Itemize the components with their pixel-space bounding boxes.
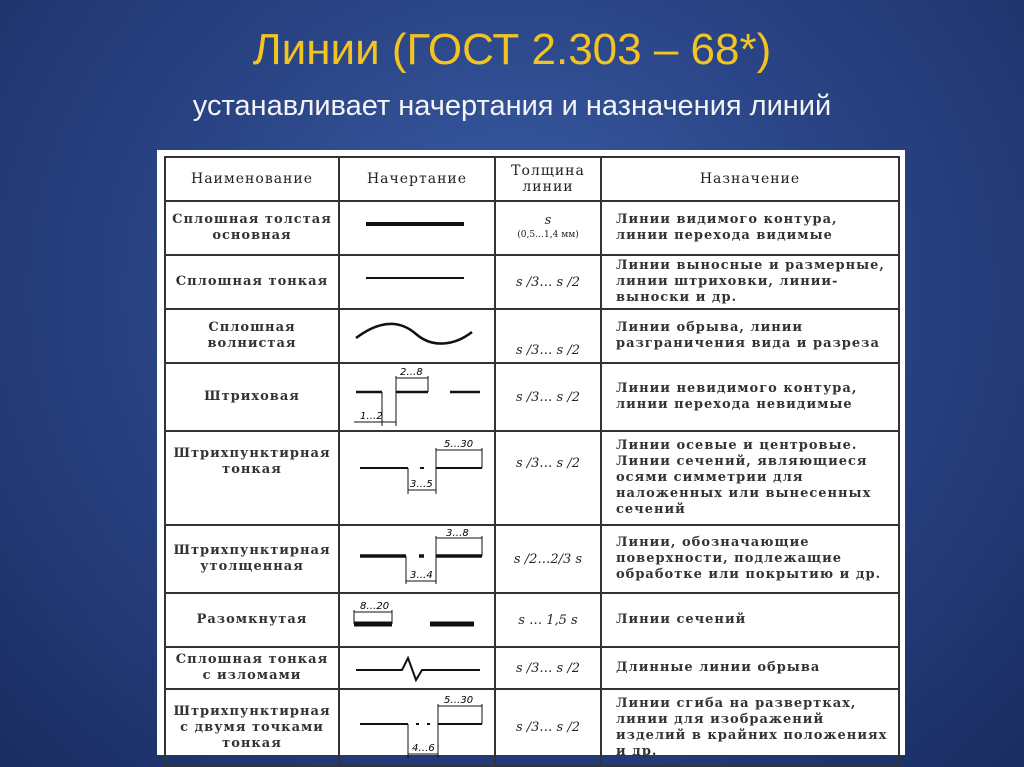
row-thickness: s /3… s /2: [495, 647, 601, 689]
header-purpose: Назначение: [601, 157, 899, 201]
row-thickness: s /3… s /2: [495, 309, 601, 363]
dim-top-label: 2…8: [400, 367, 423, 378]
dash-dot-thin-line-icon: [339, 431, 495, 525]
table-row: [165, 201, 899, 255]
row-purpose: Линии, обозначающие поверхности, подлежащие обработке или покрытию и др.: [601, 525, 899, 593]
header-thickness: Толщина линии: [495, 157, 601, 201]
row-name: Штрихпунктирная тонкая: [165, 431, 339, 525]
table-row: [165, 525, 899, 593]
dash-dot-thick-line-icon: [339, 525, 495, 593]
open-line-icon: [339, 593, 495, 647]
row-purpose: Линии сгиба на развертках, линии для изображений изделий в крайних положениях и др.: [601, 689, 899, 766]
row-name: Разомкнутая: [165, 593, 339, 647]
row-purpose: Линии невидимого контура, линии перехода невидимые: [601, 363, 899, 431]
table-row: [165, 255, 899, 309]
row-purpose: Линии обрыва, линии разграничения вида и разреза: [601, 309, 899, 363]
thickness-value: s: [544, 213, 552, 228]
dim-bottom-label: 4…6: [412, 743, 435, 754]
dashed-line-icon: [339, 363, 495, 431]
lines-table: [164, 156, 900, 767]
dash-double-dot-line-icon: [339, 689, 495, 766]
row-name: Сплошная тонкая с изломами: [165, 647, 339, 689]
row-thickness: s /3… s /2: [495, 689, 601, 766]
table-row: [165, 647, 899, 689]
row-name: Штриховая: [165, 363, 339, 431]
dim-top-label: 5…30: [444, 695, 474, 706]
row-thickness: s /3… s /2: [495, 431, 601, 525]
row-name: Сплошная тонкая: [165, 255, 339, 309]
slide-subtitle: устанавливает начертания и назначения линий: [192, 90, 832, 122]
row-thickness: s /3… s /2: [495, 255, 601, 309]
row-name: Сплошная волнистая: [165, 309, 339, 363]
row-purpose: Линии осевые и центровые. Линии сечений, являющиеся осями симметрии для наложенных или вынесенных сечений: [601, 431, 899, 525]
row-purpose: Линии выносные и размерные, линии штриховки, линии-выноски и др.: [601, 255, 899, 309]
row-purpose: Длинные линии обрыва: [601, 647, 899, 689]
row-thickness: [495, 201, 601, 255]
header-drawing: Начертание: [339, 157, 495, 201]
row-thickness: s … 1,5 s: [495, 593, 601, 647]
dim-top-label: 3…8: [446, 528, 469, 539]
dim-top-label: 5…30: [444, 439, 474, 450]
solid-thin-line-icon: [339, 255, 495, 309]
table-row: [165, 363, 899, 431]
table-row: [165, 431, 899, 525]
dim-bottom-label: 3…5: [410, 479, 433, 490]
row-purpose: Линии видимого контура, линии перехода видимые: [601, 201, 899, 255]
table-row: [165, 593, 899, 647]
row-thickness: s /2…2/3 s: [495, 525, 601, 593]
table-row: [165, 309, 899, 363]
row-thickness: s /3… s /2: [495, 363, 601, 431]
table-row: [165, 689, 899, 766]
dim-top-label: 8…20: [360, 601, 390, 612]
row-purpose: Линии сечений: [601, 593, 899, 647]
thickness-note: (0,5…1,4 мм): [517, 230, 579, 240]
wavy-line-icon: [339, 309, 495, 363]
table-header-row: [165, 157, 899, 201]
solid-thick-line-icon: [339, 201, 495, 255]
row-name: Штрихпунктирная утолщенная: [165, 525, 339, 593]
dim-bottom-label: 1…2: [360, 411, 383, 422]
lines-table-sheet: [157, 150, 905, 759]
header-name: Наименование: [165, 157, 339, 201]
row-name: Сплошная толстая основная: [165, 201, 339, 255]
row-name: Штрихпунктирная с двумя точками тонкая: [165, 689, 339, 766]
zigzag-line-icon: [339, 647, 495, 689]
slide-title: Линии (ГОСТ 2.303 – 68*): [252, 25, 772, 74]
dim-bottom-label: 3…4: [410, 570, 433, 581]
